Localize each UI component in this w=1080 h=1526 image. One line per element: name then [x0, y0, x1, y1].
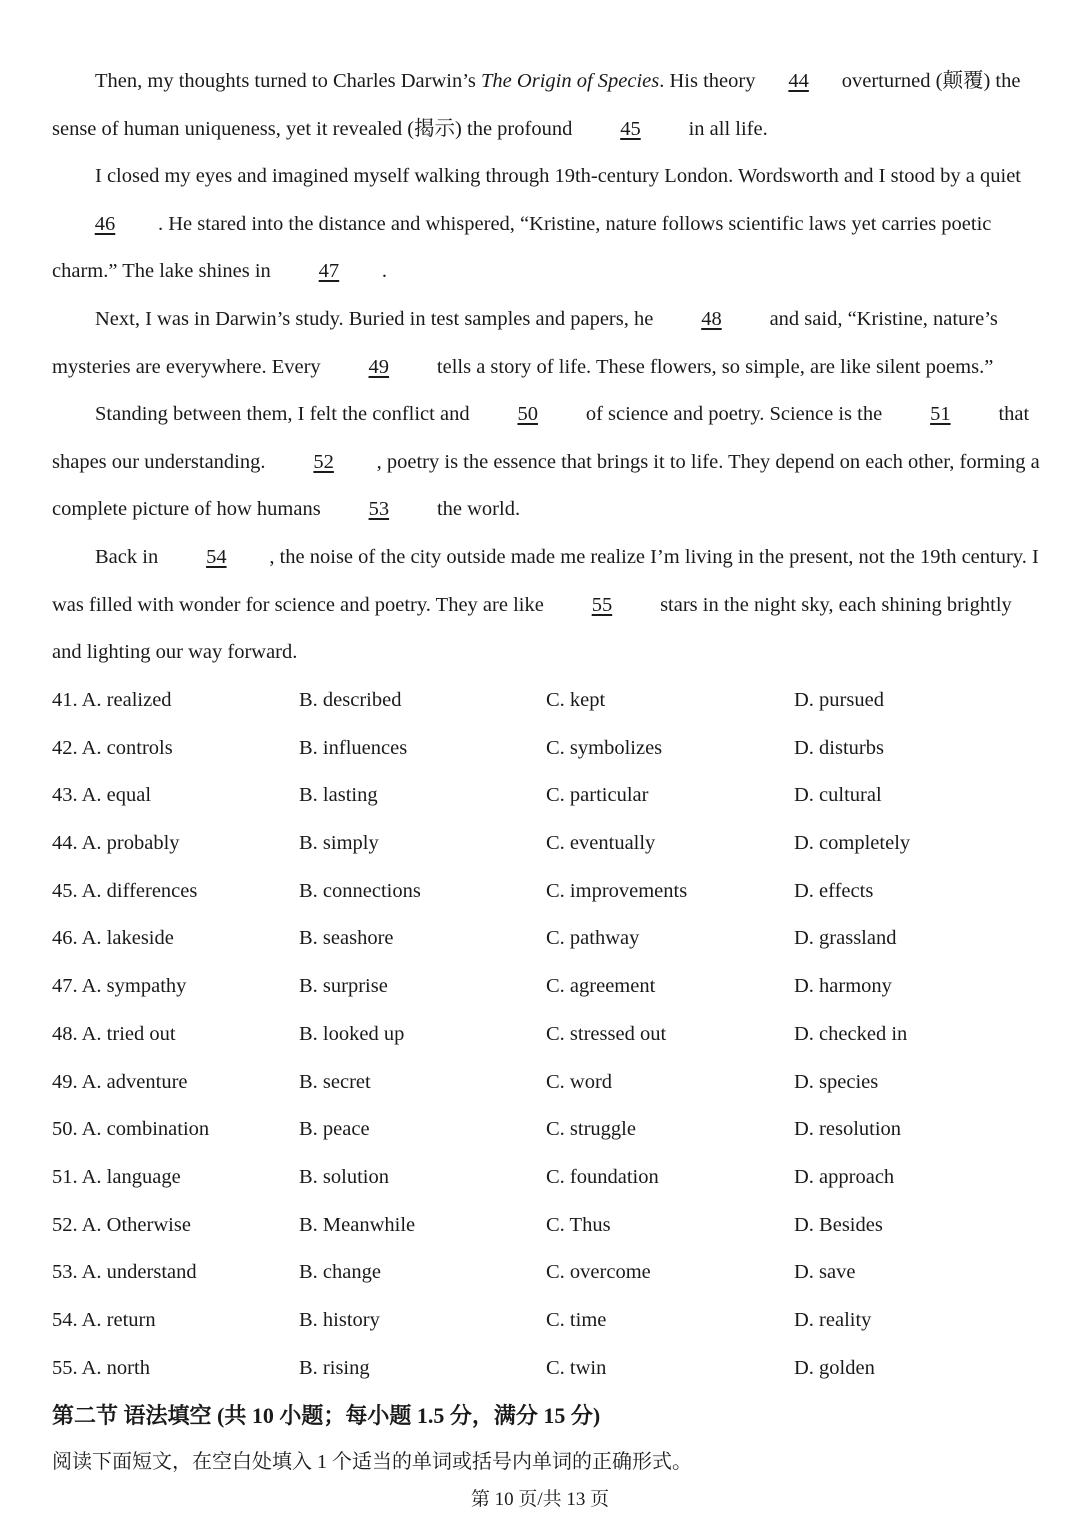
option-a: 50. A. combination — [52, 1118, 210, 1141]
option-a: 44. A. probably — [52, 832, 180, 855]
section-text: (共 — [211, 1403, 252, 1428]
passage-paragraph-3 — [52, 296, 1042, 391]
option-row — [52, 1106, 1042, 1154]
option-c: C. stressed out — [546, 1022, 667, 1045]
option-d: D. pursued — [794, 689, 884, 711]
blank-44: 44 — [788, 70, 809, 92]
option-a: 54. A. return — [52, 1308, 156, 1331]
option-a: 51. A. language — [52, 1165, 181, 1188]
option-a: 55. A. north — [52, 1356, 150, 1379]
passage-paragraph-2 — [52, 153, 1042, 296]
blank-52: 52 — [313, 450, 334, 473]
option-a: 47. A. sympathy — [52, 975, 187, 998]
text-run: , poetry is the essence that brings it to life. They depend on each other, forming a complete picture of how humans — [52, 450, 1040, 520]
option-d: D. grassland — [794, 927, 897, 950]
section-text: 分) — [565, 1403, 601, 1428]
option-c: C. word — [546, 1070, 613, 1093]
option-row — [52, 963, 1042, 1011]
page-number: 第 10 页/共 13 页 — [470, 1489, 610, 1510]
text-run: overturned (颠覆) the sense of human uniqueness, yet it revealed (揭示) the profound — [52, 70, 1021, 140]
section-text: 小题；每小题 — [273, 1403, 417, 1428]
option-c: C. twin — [546, 1356, 607, 1379]
option-a: 52. A. Otherwise — [52, 1213, 191, 1236]
option-a: 45. A. differences — [52, 879, 198, 902]
blank-49: 49 — [368, 355, 390, 378]
option-row — [52, 1202, 1042, 1250]
blank-55: 55 — [591, 593, 613, 616]
option-b: B. peace — [299, 1118, 370, 1141]
blank-54: 54 — [206, 546, 227, 568]
option-d: D. effects — [794, 879, 874, 902]
option-b: B. simply — [299, 832, 379, 855]
text-run: . His theory — [659, 70, 761, 92]
option-b: B. surprise — [299, 975, 388, 998]
option-d: D. checked in — [794, 1022, 908, 1045]
option-b: B. rising — [299, 1356, 370, 1379]
option-d: D. reality — [794, 1308, 872, 1331]
book-title: The Origin of Species — [481, 70, 660, 92]
option-b: B. Meanwhile — [299, 1213, 416, 1236]
option-d: D. save — [794, 1261, 856, 1284]
passage-paragraph-1 — [52, 58, 1042, 153]
text-run: that shapes our understanding. — [52, 403, 1030, 473]
option-b: B. described — [299, 689, 402, 711]
blank-48: 48 — [701, 308, 722, 330]
option-c: C. symbolizes — [546, 736, 663, 759]
text-run: of science and poetry. Science is the — [580, 403, 888, 425]
text-run: Next, I was in Darwin’s study. Buried in test samples and papers, he — [95, 308, 659, 330]
option-b: B. seashore — [299, 927, 394, 950]
answer-options — [52, 677, 1042, 1392]
section-heading — [52, 1394, 600, 1438]
option-row — [52, 725, 1042, 773]
option-c: C. Thus — [546, 1213, 611, 1236]
option-b: B. secret — [299, 1070, 371, 1093]
blank-47: 47 — [318, 260, 340, 282]
option-d: D. golden — [794, 1356, 875, 1379]
option-row — [52, 820, 1042, 868]
option-row — [52, 1249, 1042, 1297]
option-a: 46. A. lakeside — [52, 927, 174, 950]
text-run: stars in the night sky, each shining brightly and lighting our way forward. — [52, 593, 1012, 663]
text-run: Back in — [95, 546, 164, 568]
blank-45: 45 — [620, 117, 641, 140]
option-d: D. completely — [794, 832, 911, 855]
option-c: C. foundation — [546, 1165, 659, 1188]
passage-paragraph-4 — [52, 391, 1042, 534]
option-row — [52, 772, 1042, 820]
text-run: . He stared into the distance and whispered, “Kristine, nature follows scientific laws yet carries poetic charm.” The lake shines in — [52, 212, 992, 282]
option-c: C. improvements — [546, 879, 688, 902]
text-run: , the noise of the city outside made me realize I’m living in the present, not the 19th century. I was filled with wonder for science and poetry. They are like — [52, 546, 1039, 616]
option-d: D. harmony — [794, 975, 892, 998]
option-c: C. struggle — [546, 1118, 636, 1141]
question-count: 10 — [251, 1403, 274, 1428]
option-d: D. disturbs — [794, 736, 884, 759]
option-a: 49. A. adventure — [52, 1070, 188, 1093]
section-name: 第二节 语法填空 — [52, 1403, 212, 1428]
option-row — [52, 1059, 1042, 1107]
section-text: 分，满分 — [444, 1403, 544, 1428]
blank-46: 46 — [94, 212, 116, 235]
option-c: C. kept — [546, 689, 606, 711]
text-run: and said, “Kristine, nature’s mysteries are everywhere. Every — [52, 308, 998, 378]
blank-50: 50 — [517, 403, 538, 425]
option-row — [52, 868, 1042, 916]
option-c: C. overcome — [546, 1261, 651, 1284]
text-run: . — [381, 260, 388, 282]
option-row — [52, 1011, 1042, 1059]
option-b: B. influences — [299, 736, 408, 759]
option-a: 53. A. understand — [52, 1261, 197, 1284]
points-total: 15 — [543, 1403, 566, 1428]
option-row — [52, 1154, 1042, 1202]
option-c: C. particular — [546, 784, 649, 807]
option-c: C. time — [546, 1308, 607, 1331]
option-d: D. Besides — [794, 1213, 883, 1236]
option-d: D. resolution — [794, 1118, 902, 1141]
text-run: in all life. — [683, 117, 768, 140]
text-run: tells a story of life. These flowers, so simple, are like silent poems.” — [431, 355, 994, 378]
section-instruction: 阅读下面短文，在空白处填入 1 个适当的单词或括号内单词的正确形式。 — [52, 1451, 692, 1473]
option-a: 42. A. controls — [52, 736, 173, 759]
blank-51: 51 — [930, 403, 951, 425]
text-run: I closed my eyes and imagined myself walking through 19th-century London. Wordsworth and I stood by a quiet — [95, 165, 1021, 187]
option-b: B. change — [299, 1261, 381, 1284]
option-row — [52, 1297, 1042, 1345]
option-a: 43. A. equal — [52, 784, 152, 807]
option-d: D. cultural — [794, 784, 882, 807]
option-c: C. pathway — [546, 927, 640, 950]
option-a: 48. A. tried out — [52, 1022, 176, 1045]
option-a: 41. A. realized — [52, 689, 172, 711]
text-run: the world. — [431, 498, 521, 520]
option-row — [52, 1345, 1042, 1393]
blank-53: 53 — [368, 498, 390, 520]
option-row — [52, 677, 1042, 725]
points-each: 1.5 — [416, 1403, 445, 1428]
option-b: B. connections — [299, 879, 421, 902]
option-b: B. solution — [299, 1165, 389, 1188]
text-run: Then, my thoughts turned to Charles Darwin’s — [95, 70, 482, 92]
passage-paragraph-5 — [52, 534, 1042, 677]
option-d: D. approach — [794, 1165, 895, 1188]
option-c: C. eventually — [546, 832, 656, 855]
option-b: B. history — [299, 1308, 380, 1331]
option-b: B. lasting — [299, 784, 378, 807]
option-d: D. species — [794, 1070, 879, 1093]
text-run: Standing between them, I felt the conflict and — [95, 403, 475, 425]
option-b: B. looked up — [299, 1022, 405, 1045]
option-row — [52, 915, 1042, 963]
option-c: C. agreement — [546, 975, 656, 998]
